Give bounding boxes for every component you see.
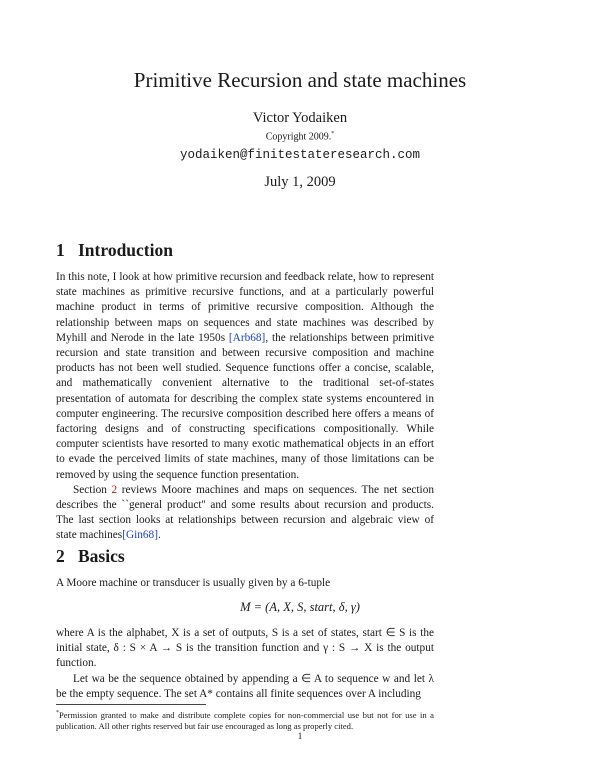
paper-title: Primitive Recursion and state machines (133, 68, 467, 92)
footnote (56, 708, 434, 732)
section-number: 1 (56, 240, 65, 260)
introduction-body (56, 270, 434, 544)
basics-paragraph-2: where A is the alphabet, X is a set of outputs, S is a set of states, start ∈ S is the initial state, δ : S × A → S is the transition function and γ : S → X is the output function. (56, 627, 434, 670)
copyright-footnote-mark: * (331, 131, 335, 137)
author-name: Victor Yodaiken (252, 110, 348, 126)
basics-paragraph-1: A Moore machine or transducer is usually given by a 6-tuple (56, 577, 331, 589)
section-number: 2 (56, 546, 65, 566)
introduction-paragraph-2 (56, 483, 434, 544)
basics-intro-paragraph (56, 576, 434, 591)
basics-paragraph-3: Let wa be the sequence obtained by appending a ∈ A to sequence w and let λ be the empty sequence. The set A* contains all finite sequences over A including (56, 672, 434, 700)
text-run: , the relationships between primitive recursion and state transition and between recursive composition and machine products has not been well studied. Sequence functions offer a concise, scalable, and mathematically convenient alternative to the traditional set-of-states presentation of automata for describing the complex state systems encountered in computer engineering. The recursive composition described here offers a means of factoring designs and of constructing specifications compositionally. While computer scientists have resorted to many exotic mathematical objects in an effort to evade the perceived limits of state machines, many of those limitations can be removed by using the sequence function presentation. (56, 331, 434, 481)
section-title: Introduction (78, 240, 173, 260)
text-run: reviews Moore machines and maps on sequences. The net section describes the ``general product'' and some results about recursion and products. The last section looks at relationships between recursion and algebraic view of state machines (56, 483, 434, 542)
author-email: yodaiken@finitestateresearch.com (179, 148, 421, 162)
text-run: In this note, I look at how primitive recursion and feedback relate, how to represent state machines as primitive recursive functions, and at a particularly powerful machine product in terms of primitive recursive composition. Although the relationship between maps on sequences and state machines was described by Myhill and Nerode in the late 1950s (56, 271, 434, 344)
section-title: Basics (78, 546, 125, 566)
citation-gin68[interactable]: [Gin68] (122, 529, 158, 542)
text-run: . (157, 529, 161, 542)
copyright-text: Copyright 2009. (265, 131, 332, 143)
page-number: 1 (297, 732, 303, 742)
section-reference-link[interactable]: 2 (111, 483, 118, 496)
moore-machine-equation: M = (A, X, S, start, δ, γ) (240, 600, 360, 614)
section-heading-basics (56, 546, 125, 567)
footnote-mark: * (56, 710, 59, 716)
paper-date: July 1, 2009 (264, 174, 336, 190)
citation-arb68[interactable]: [Arb68] (228, 331, 266, 344)
footnote-rule (56, 704, 206, 705)
section-heading-introduction (56, 240, 173, 261)
footnote-text: Permission granted to make and distribute complete copies for non-commercial use but not for use in a publication. All other rights reserved but fair use encouraged as long as properly cited. (56, 709, 434, 731)
introduction-paragraph-1 (56, 270, 434, 483)
copyright-line (0, 131, 600, 142)
text-run: Section (73, 483, 112, 496)
basics-body (56, 626, 434, 702)
